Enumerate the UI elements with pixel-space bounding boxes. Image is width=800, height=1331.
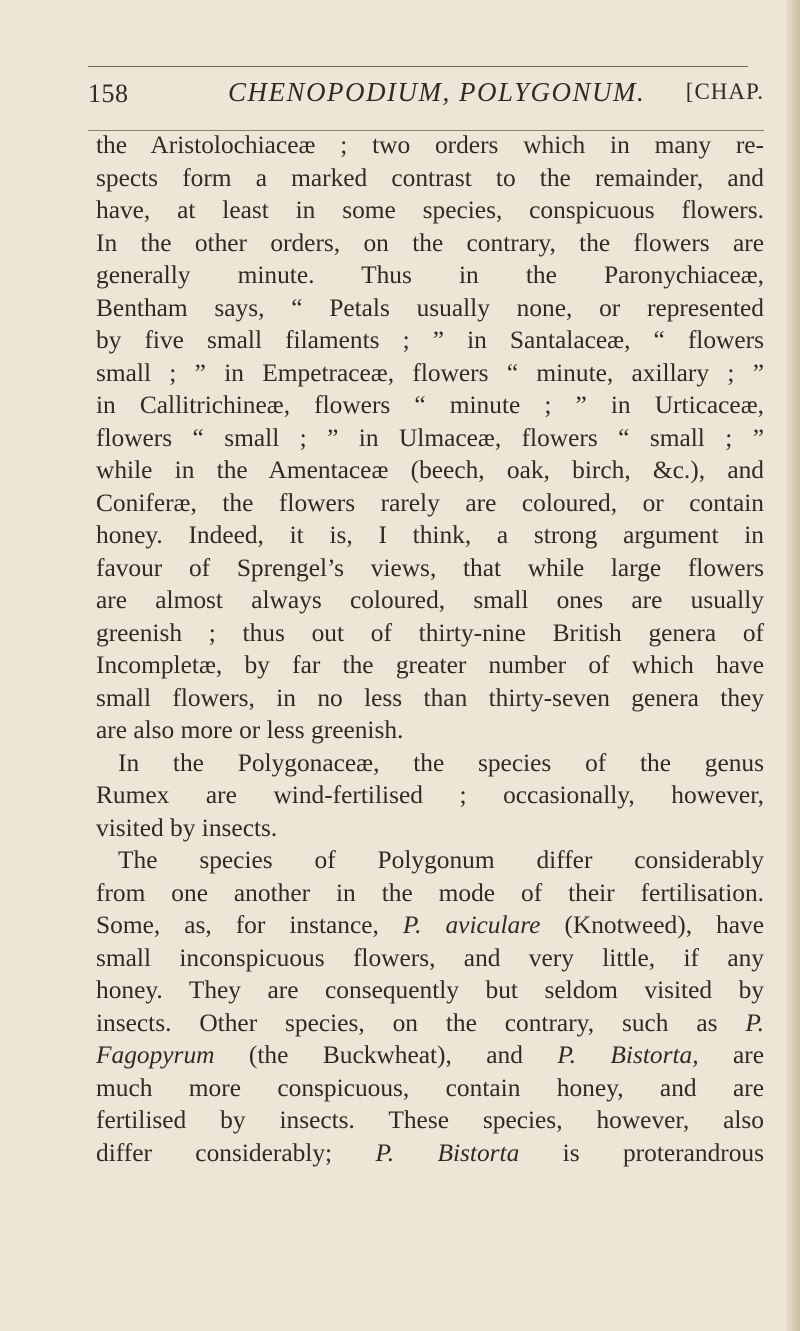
text-line: Rumex are wind-fertilised ; occasionally, however, [96,781,764,809]
text-line: In the Polygonaceæ, the species of the genus [118,748,764,777]
text-segment: differ considerably; [96,1138,376,1167]
text-line: spects form a marked contrast to the remainder, and [96,163,764,192]
text-line: In the other orders, on the contrary, the flowers are [96,228,764,257]
page-edge-shadow [786,0,800,1331]
text-segment: (the Buckwheat), and [214,1041,558,1069]
italic-species-name: P. Bistorta, [557,1041,699,1069]
page-number: 158 [88,79,129,108]
text-line: the Aristolochiaceæ ; two orders which in many re- [96,131,764,159]
header-rule-top [88,66,748,67]
text-segment: Some, as, for instance, [96,911,403,939]
text-line-with-italic [96,1039,764,1072]
text-line: small ; ” in Empetraceæ, flowers “ minute, axillary ; ” [96,358,764,387]
text-line: have, at least in some species, conspicuous flowers. [96,196,764,224]
text-line: from one another in the mode of their fertilisation. [96,878,764,907]
text-line: are also more or less greenish. [96,716,404,744]
chapter-label: [CHAP. [685,79,764,104]
text-line: while in the Amentaceæ (beech, oak, birch, &c.), and [96,456,764,484]
text-line: greenish ; thus out of thirty-nine British genera of [96,618,764,647]
text-segment: are [698,1041,764,1069]
italic-species-name: P. [745,1008,764,1037]
italic-species-name: P. aviculare [402,911,541,939]
text-segment: is proterandrous [519,1138,764,1167]
body-text [96,129,764,1169]
text-line-with-italic [96,909,764,942]
text-segment: insects. Other species, on the contrary, such as [96,1008,746,1037]
italic-species-name: P. Bistorta [375,1138,520,1167]
text-line: small inconspicuous flowers, and very little, if any [96,943,764,972]
text-line: small flowers, in no less than thirty-seven genera they [96,683,764,712]
text-line: visited by insects. [96,813,278,842]
text-line: Incompletæ, by far the greater number of which have [96,651,764,679]
text-line: much more conspicuous, contain honey, and are [96,1073,764,1102]
text-line: honey. Indeed, it is, I think, a strong argument in [96,521,764,549]
text-line: flowers “ small ; ” in Ulmaceæ, flowers “ small ; ” [96,423,764,452]
text-line: favour of Sprengel’s views, that while large flowers [96,553,764,582]
text-line: The species of Polygonum differ considerably [118,846,764,874]
text-line: are almost always coloured, small ones are usually [96,586,764,614]
text-line: generally minute. Thus in the Paronychiaceæ, [96,261,764,289]
text-line-with-italic [96,1137,764,1170]
running-header [88,77,768,117]
italic-species-name: Fagopyrum [96,1041,215,1069]
text-segment: (Knotweed), have [540,911,765,939]
text-line: honey. They are consequently but seldom visited by [96,976,764,1004]
running-title: CHENOPODIUM, POLYGONUM. [228,77,646,107]
text-line: by five small filaments ; ” in Santalaceæ, “ flowers [96,326,764,354]
text-line: in Callitrichineæ, flowers “ minute ; ” in Urticaceæ, [96,391,764,419]
text-line-with-italic [96,1007,764,1040]
text-line: Coniferæ, the flowers rarely are coloured, or contain [96,488,764,517]
text-line: fertilised by insects. These species, however, also [96,1106,764,1134]
text-line: Bentham says, “ Petals usually none, or represented [96,293,764,322]
